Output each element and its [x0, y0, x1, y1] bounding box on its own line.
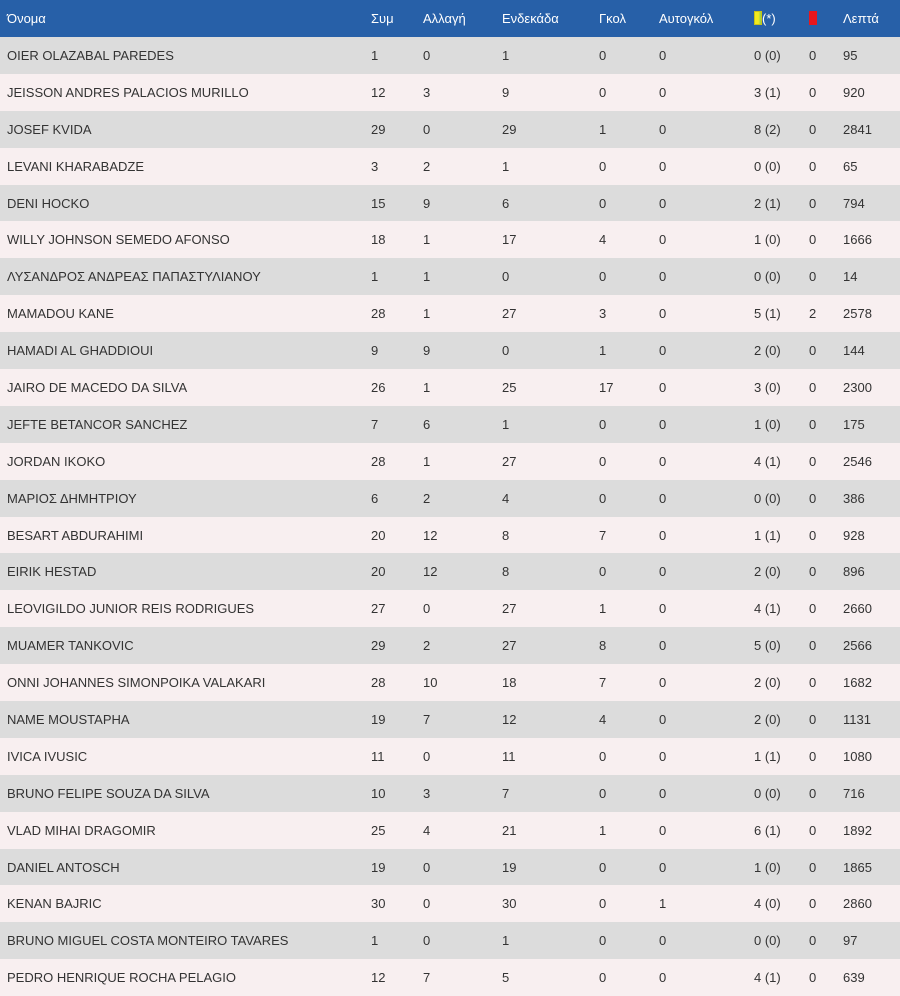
apps-cell: 1 — [371, 47, 379, 63]
starts-cell: 5 — [502, 970, 510, 986]
goals-cell: 0 — [599, 933, 607, 949]
minutes-cell: 14 — [843, 269, 858, 285]
starts-cell: 19 — [502, 859, 517, 875]
minutes-cell: 1666 — [843, 232, 872, 248]
yellow-cards-cell: 5 (0) — [754, 638, 781, 654]
starts-cell: 1 — [502, 47, 510, 63]
minutes-cell: 2860 — [843, 896, 872, 912]
table-row — [0, 295, 900, 332]
goals-cell: 0 — [599, 158, 607, 174]
starts-cell: 9 — [502, 84, 510, 100]
own-goals-cell: 0 — [659, 527, 667, 543]
minutes-cell: 2546 — [843, 453, 872, 469]
goals-cell: 0 — [599, 785, 607, 801]
player-name-cell[interactable]: JEISSON ANDRES PALACIOS MURILLO — [7, 84, 249, 100]
player-name-cell[interactable]: LEOVIGILDO JUNIOR REIS RODRIGUES — [7, 601, 255, 617]
yellow-cards-cell: 4 (1) — [754, 601, 781, 617]
table-row — [0, 922, 900, 959]
own-goals-cell: 0 — [659, 121, 667, 137]
apps-cell: 18 — [371, 232, 386, 248]
yellow-cards-cell: 1 (0) — [754, 416, 781, 432]
goals-cell: 0 — [599, 748, 607, 764]
own-goals-cell: 0 — [659, 269, 667, 285]
apps-cell: 28 — [371, 675, 386, 691]
column-header-apps[interactable]: Συμ — [371, 11, 394, 26]
player-name-cell[interactable]: HAMADI AL GHADDIOUI — [7, 343, 154, 359]
red-cards-cell: 0 — [809, 859, 817, 875]
minutes-cell: 2660 — [843, 601, 872, 617]
yellow-cards-cell: 2 (0) — [754, 711, 781, 727]
starts-cell: 27 — [502, 453, 517, 469]
table-row — [0, 959, 900, 996]
red-cards-cell: 0 — [809, 896, 817, 912]
yellow-cards-cell: 1 (1) — [754, 748, 781, 764]
starts-cell: 7 — [502, 785, 510, 801]
starts-cell: 6 — [502, 195, 510, 211]
starts-cell: 30 — [502, 896, 517, 912]
starts-cell: 18 — [502, 675, 517, 691]
minutes-cell: 2566 — [843, 638, 872, 654]
apps-cell: 12 — [371, 970, 386, 986]
table-row — [0, 664, 900, 701]
starts-cell: 17 — [502, 232, 517, 248]
table-row — [0, 111, 900, 148]
goals-cell: 1 — [599, 121, 607, 137]
starts-cell: 1 — [502, 158, 510, 174]
starts-cell: 27 — [502, 306, 517, 322]
apps-cell: 27 — [371, 601, 386, 617]
yellow-cards-cell: 0 (0) — [754, 490, 781, 506]
table-row — [0, 332, 900, 369]
red-cards-cell: 0 — [809, 343, 817, 359]
yellow-cards-cell: 4 (1) — [754, 970, 781, 986]
yellow-cards-cell: 1 (1) — [754, 527, 781, 543]
own-goals-cell: 0 — [659, 675, 667, 691]
minutes-cell: 794 — [843, 195, 865, 211]
goals-cell: 7 — [599, 527, 607, 543]
red-cards-cell: 0 — [809, 379, 817, 395]
minutes-cell: 2578 — [843, 306, 872, 322]
player-name-cell[interactable]: ΛΥΣΑΝΔΡΟΣ ΑΝΔΡΕΑΣ ΠΑΠΑΣΤΥΛΙΑΝΟΥ — [7, 269, 261, 285]
goals-cell: 4 — [599, 232, 607, 248]
table-row — [0, 74, 900, 111]
player-name-cell[interactable]: DANIEL ANTOSCH — [7, 859, 120, 875]
minutes-cell: 386 — [843, 490, 865, 506]
subs-cell: 0 — [423, 896, 431, 912]
player-name-cell[interactable]: PEDRO HENRIQUE ROCHA PELAGIO — [7, 970, 236, 986]
table-row — [0, 849, 900, 886]
red-cards-cell: 0 — [809, 84, 817, 100]
player-name-cell[interactable]: LEVANI KHARABADZE — [7, 158, 145, 174]
apps-cell: 1 — [371, 933, 379, 949]
apps-cell: 12 — [371, 84, 386, 100]
starts-cell: 4 — [502, 490, 510, 506]
table-row — [0, 553, 900, 590]
goals-cell: 0 — [599, 564, 607, 580]
apps-cell: 26 — [371, 379, 386, 395]
apps-cell: 1 — [371, 269, 379, 285]
yellow-cards-cell: 0 (0) — [754, 47, 781, 63]
starts-cell: 29 — [502, 121, 517, 137]
goals-cell: 1 — [599, 343, 607, 359]
starts-cell: 11 — [502, 748, 516, 764]
table-row — [0, 885, 900, 922]
yellow-cards-cell: 8 (2) — [754, 121, 781, 137]
player-name-cell[interactable]: BRUNO MIGUEL COSTA MONTEIRO TAVARES — [7, 933, 289, 949]
yellow-cards-cell: 1 (0) — [754, 232, 781, 248]
red-cards-cell: 0 — [809, 232, 817, 248]
own-goals-cell: 0 — [659, 158, 667, 174]
table-row — [0, 258, 900, 295]
goals-cell: 1 — [599, 601, 607, 617]
red-cards-cell: 0 — [809, 822, 817, 838]
minutes-cell: 2841 — [843, 121, 872, 137]
starts-cell: 27 — [502, 601, 517, 617]
own-goals-cell: 0 — [659, 711, 667, 727]
minutes-cell: 716 — [843, 785, 865, 801]
subs-cell: 2 — [423, 638, 431, 654]
column-header-red-cards[interactable] — [809, 0, 843, 37]
apps-cell: 19 — [371, 711, 386, 727]
subs-cell: 12 — [423, 564, 438, 580]
minutes-cell: 144 — [843, 343, 865, 359]
own-goals-cell: 0 — [659, 638, 667, 654]
own-goals-cell: 0 — [659, 748, 667, 764]
player-name-cell[interactable]: JAIRO DE MACEDO DA SILVA — [7, 379, 188, 395]
player-name-cell[interactable]: BRUNO FELIPE SOUZA DA SILVA — [7, 785, 210, 801]
yellow-cards-cell: 3 (1) — [754, 84, 781, 100]
column-header-yellow-cards[interactable] — [754, 0, 809, 37]
own-goals-cell: 0 — [659, 453, 667, 469]
yellow-cards-cell: 2 (1) — [754, 195, 781, 211]
minutes-cell: 928 — [843, 527, 865, 543]
goals-cell: 0 — [599, 453, 607, 469]
yellow-cards-cell: 0 (0) — [754, 785, 781, 801]
minutes-cell: 920 — [843, 84, 865, 100]
yellow-cards-cell: 4 (1) — [754, 453, 781, 469]
goals-cell: 0 — [599, 269, 607, 285]
yellow-cards-cell: 5 (1) — [754, 306, 781, 322]
apps-cell: 20 — [371, 527, 386, 543]
subs-cell: 0 — [423, 47, 431, 63]
column-header-goals[interactable]: Γκολ — [599, 11, 626, 26]
table-row — [0, 369, 900, 406]
apps-cell: 29 — [371, 121, 386, 137]
red-cards-cell: 0 — [809, 785, 817, 801]
yellow-cards-cell: 4 (0) — [754, 896, 781, 912]
player-name-cell[interactable]: ΜΑΡΙΟΣ ΔΗΜΗΤΡΙΟΥ — [7, 490, 137, 506]
own-goals-cell: 0 — [659, 601, 667, 617]
column-header-starts[interactable]: Ενδεκάδα — [502, 11, 559, 26]
goals-cell: 0 — [599, 47, 607, 63]
apps-cell: 6 — [371, 490, 379, 506]
apps-cell: 9 — [371, 343, 379, 359]
yellow-cards-cell: 6 (1) — [754, 822, 781, 838]
goals-cell: 7 — [599, 675, 607, 691]
own-goals-cell: 0 — [659, 859, 667, 875]
player-name-cell[interactable]: EIRIK HESTAD — [7, 564, 97, 580]
subs-cell: 1 — [423, 306, 431, 322]
subs-cell: 2 — [423, 158, 431, 174]
red-cards-cell: 0 — [809, 675, 817, 691]
column-header-name[interactable]: Όνομα — [7, 11, 46, 26]
column-header-minutes[interactable]: Λεπτά — [843, 11, 879, 26]
apps-cell: 3 — [371, 158, 379, 174]
red-cards-cell: 0 — [809, 453, 817, 469]
own-goals-cell: 0 — [659, 970, 667, 986]
yellow-cards-cell: 0 (0) — [754, 933, 781, 949]
subs-cell: 10 — [423, 675, 438, 691]
goals-cell: 1 — [599, 822, 607, 838]
own-goals-cell: 0 — [659, 343, 667, 359]
subs-cell: 4 — [423, 822, 431, 838]
apps-cell: 15 — [371, 195, 386, 211]
subs-cell: 0 — [423, 933, 431, 949]
starts-cell: 21 — [502, 822, 517, 838]
goals-cell: 0 — [599, 490, 607, 506]
yellow-cards-cell: 2 (0) — [754, 343, 781, 359]
red-cards-cell: 0 — [809, 121, 817, 137]
player-name-cell[interactable]: MUAMER TANKOVIC — [7, 638, 134, 654]
starts-cell: 0 — [502, 343, 510, 359]
minutes-cell: 95 — [843, 47, 858, 63]
subs-cell: 3 — [423, 785, 431, 801]
goals-cell: 0 — [599, 84, 607, 100]
subs-cell: 12 — [423, 527, 438, 543]
player-name-cell[interactable]: JEFTE BETANCOR SANCHEZ — [7, 416, 188, 432]
own-goals-cell: 0 — [659, 785, 667, 801]
player-name-cell[interactable]: OIER OLAZABAL PAREDES — [7, 47, 174, 63]
yellow-cards-cell: 1 (0) — [754, 859, 781, 875]
own-goals-cell: 1 — [659, 896, 667, 912]
minutes-cell: 896 — [843, 564, 865, 580]
table-row — [0, 443, 900, 480]
player-name-cell[interactable]: WILLY JOHNSON SEMEDO AFONSO — [7, 232, 230, 248]
subs-cell: 1 — [423, 453, 431, 469]
table-row — [0, 221, 900, 258]
player-name-cell[interactable]: NAME MOUSTAPHA — [7, 711, 130, 727]
own-goals-cell: 0 — [659, 232, 667, 248]
own-goals-cell: 0 — [659, 84, 667, 100]
yellow-cards-cell: 2 (0) — [754, 564, 781, 580]
starts-cell: 27 — [502, 638, 517, 654]
starts-cell: 8 — [502, 564, 510, 580]
starts-cell: 25 — [502, 379, 517, 395]
own-goals-cell: 0 — [659, 416, 667, 432]
player-name-cell[interactable]: KENAN BAJRIC — [7, 896, 102, 912]
player-name-cell[interactable]: JOSEF KVIDA — [7, 121, 92, 137]
goals-cell: 8 — [599, 638, 607, 654]
table-row — [0, 701, 900, 738]
yellow-header-suffix: (*) — [762, 11, 776, 26]
red-cards-cell: 0 — [809, 711, 817, 727]
subs-cell: 6 — [423, 416, 431, 432]
starts-cell: 1 — [502, 933, 510, 949]
red-cards-cell: 0 — [809, 933, 817, 949]
table-row — [0, 812, 900, 849]
table-row — [0, 590, 900, 627]
apps-cell: 19 — [371, 859, 386, 875]
red-cards-cell: 0 — [809, 527, 817, 543]
column-header-subs[interactable]: Αλλαγή — [423, 11, 466, 26]
subs-cell: 9 — [423, 343, 431, 359]
minutes-cell: 1892 — [843, 822, 872, 838]
own-goals-cell: 0 — [659, 379, 667, 395]
yellow-cards-cell: 0 (0) — [754, 269, 781, 285]
subs-cell: 2 — [423, 490, 431, 506]
red-cards-cell: 0 — [809, 564, 817, 580]
goals-cell: 0 — [599, 195, 607, 211]
minutes-cell: 1131 — [843, 711, 871, 727]
red-cards-cell: 0 — [809, 638, 817, 654]
red-card-icon — [809, 11, 817, 25]
yellow-card-icon — [754, 11, 762, 25]
player-name-cell[interactable]: JORDAN IKOKO — [7, 453, 106, 469]
table-row — [0, 738, 900, 775]
subs-cell: 0 — [423, 601, 431, 617]
minutes-cell: 97 — [843, 933, 858, 949]
red-cards-cell: 0 — [809, 195, 817, 211]
goals-cell: 0 — [599, 416, 607, 432]
subs-cell: 3 — [423, 84, 431, 100]
own-goals-cell: 0 — [659, 306, 667, 322]
yellow-cards-cell: 3 (0) — [754, 379, 781, 395]
goals-cell: 0 — [599, 859, 607, 875]
red-cards-cell: 0 — [809, 601, 817, 617]
apps-cell: 25 — [371, 822, 386, 838]
table-row — [0, 627, 900, 664]
apps-cell: 28 — [371, 453, 386, 469]
goals-cell: 17 — [599, 379, 614, 395]
subs-cell: 0 — [423, 859, 431, 875]
subs-cell: 7 — [423, 970, 431, 986]
starts-cell: 1 — [502, 416, 510, 432]
starts-cell: 0 — [502, 269, 510, 285]
own-goals-cell: 0 — [659, 822, 667, 838]
yellow-cards-cell: 2 (0) — [754, 675, 781, 691]
starts-cell: 12 — [502, 711, 517, 727]
minutes-cell: 65 — [843, 158, 858, 174]
table-row — [0, 37, 900, 74]
goals-cell: 3 — [599, 306, 607, 322]
player-name-cell[interactable]: IVICA IVUSIC — [7, 748, 88, 764]
table-body — [0, 37, 900, 996]
column-header-own-goals[interactable]: Αυτογκόλ — [659, 11, 714, 26]
subs-cell: 1 — [423, 232, 431, 248]
red-cards-cell: 2 — [809, 306, 817, 322]
table-header-row — [0, 0, 900, 37]
minutes-cell: 639 — [843, 970, 865, 986]
yellow-cards-cell: 0 (0) — [754, 158, 781, 174]
subs-cell: 9 — [423, 195, 431, 211]
table-row — [0, 406, 900, 443]
apps-cell: 30 — [371, 896, 386, 912]
subs-cell: 0 — [423, 748, 431, 764]
apps-cell: 7 — [371, 416, 379, 432]
goals-cell: 4 — [599, 711, 607, 727]
player-name-cell[interactable]: ONNI JOHANNES SIMONPOIKA VALAKARI — [7, 675, 266, 691]
minutes-cell: 1682 — [843, 675, 872, 691]
player-name-cell[interactable]: MAMADOU KANE — [7, 306, 114, 322]
red-cards-cell: 0 — [809, 748, 817, 764]
apps-cell: 11 — [371, 748, 385, 764]
player-name-cell[interactable]: VLAD MIHAI DRAGOMIR — [7, 822, 156, 838]
table-row — [0, 148, 900, 185]
red-cards-cell: 0 — [809, 47, 817, 63]
player-name-cell[interactable]: BESART ABDURAHIMI — [7, 527, 144, 543]
table-row — [0, 775, 900, 812]
table-row — [0, 517, 900, 554]
subs-cell: 1 — [423, 379, 431, 395]
red-cards-cell: 0 — [809, 490, 817, 506]
table-row — [0, 185, 900, 222]
red-cards-cell: 0 — [809, 416, 817, 432]
red-cards-cell: 0 — [809, 269, 817, 285]
goals-cell: 0 — [599, 896, 607, 912]
minutes-cell: 1080 — [843, 748, 872, 764]
red-cards-cell: 0 — [809, 970, 817, 986]
apps-cell: 10 — [371, 785, 386, 801]
own-goals-cell: 0 — [659, 47, 667, 63]
starts-cell: 8 — [502, 527, 510, 543]
minutes-cell: 1865 — [843, 859, 872, 875]
subs-cell: 0 — [423, 121, 431, 137]
subs-cell: 1 — [423, 269, 431, 285]
apps-cell: 28 — [371, 306, 386, 322]
subs-cell: 7 — [423, 711, 431, 727]
apps-cell: 29 — [371, 638, 386, 654]
own-goals-cell: 0 — [659, 490, 667, 506]
table-row — [0, 480, 900, 517]
red-cards-cell: 0 — [809, 158, 817, 174]
minutes-cell: 175 — [843, 416, 865, 432]
apps-cell: 20 — [371, 564, 386, 580]
minutes-cell: 2300 — [843, 379, 872, 395]
own-goals-cell: 0 — [659, 564, 667, 580]
player-name-cell[interactable]: DENI HOCKO — [7, 195, 90, 211]
goals-cell: 0 — [599, 970, 607, 986]
own-goals-cell: 0 — [659, 195, 667, 211]
own-goals-cell: 0 — [659, 933, 667, 949]
